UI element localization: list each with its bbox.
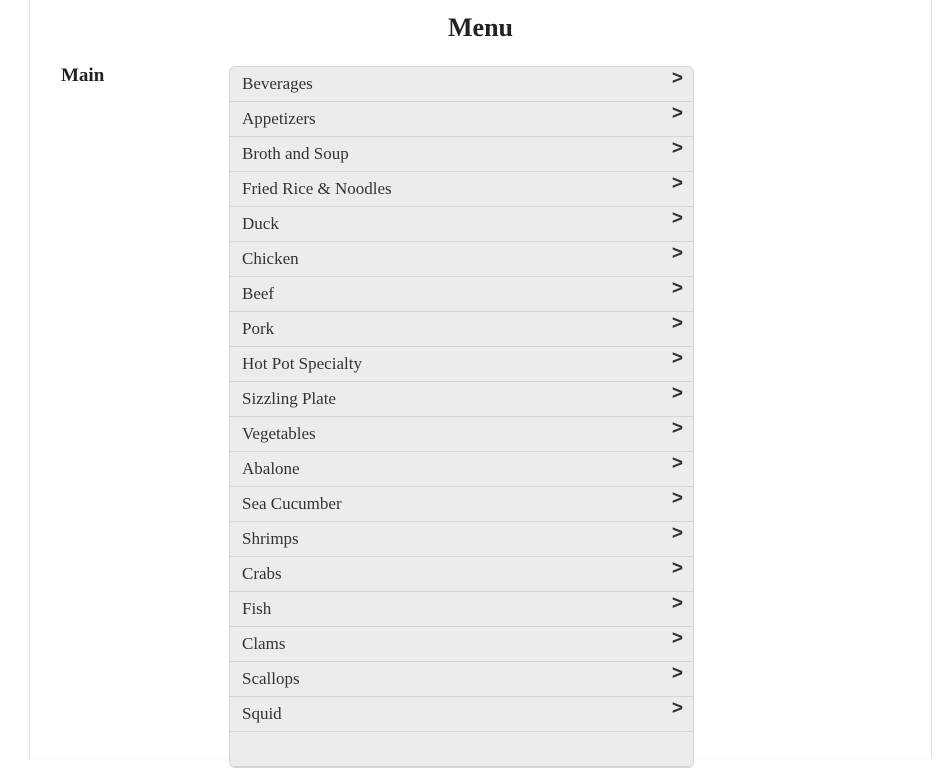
menu-item-vegetables[interactable] xyxy=(230,417,693,452)
menu-item-hot-pot-specialty[interactable] xyxy=(230,347,693,382)
menu-item-label: Beef xyxy=(242,284,275,303)
chevron-right-icon: > xyxy=(671,278,683,299)
chevron-right-icon: > xyxy=(671,383,683,404)
menu-item-label: Hot Pot Specialty xyxy=(242,354,362,373)
menu-item-label: Appetizers xyxy=(242,109,316,128)
chevron-right-icon: > xyxy=(671,418,683,439)
chevron-right-icon: > xyxy=(671,208,683,229)
menu-item-chicken[interactable] xyxy=(230,242,693,277)
menu-item-sea-cucumber[interactable] xyxy=(230,487,693,522)
menu-item-appetizers[interactable] xyxy=(230,102,693,137)
chevron-right-icon: > xyxy=(671,173,683,194)
menu-item-crabs[interactable] xyxy=(230,557,693,592)
chevron-right-icon: > xyxy=(671,138,683,159)
menu-item-pork[interactable] xyxy=(230,312,693,347)
chevron-right-icon: > xyxy=(671,103,683,124)
chevron-right-icon: > xyxy=(671,313,683,334)
menu-item-beverages[interactable] xyxy=(230,67,693,102)
chevron-right-icon: > xyxy=(671,628,683,649)
menu-item-beef[interactable] xyxy=(230,277,693,312)
menu-item-label: Scallops xyxy=(242,669,300,688)
chevron-right-icon: > xyxy=(671,488,683,509)
menu-item-label: Fish xyxy=(242,599,272,618)
menu-item-label: Duck xyxy=(242,214,279,233)
menu-item-label: Chicken xyxy=(242,249,299,268)
menu-item-fish[interactable] xyxy=(230,592,693,627)
menu-item-label: Vegetables xyxy=(242,424,316,443)
menu-category-list xyxy=(229,66,694,768)
menu-item-label: Pork xyxy=(242,319,275,338)
menu-item-label: Fried Rice & Noodles xyxy=(242,179,392,198)
page-title: Menu xyxy=(448,13,513,42)
menu-item-label: Broth and Soup xyxy=(242,144,349,163)
menu-item-label: Sea Cucumber xyxy=(242,494,342,513)
menu-item-broth-and-soup[interactable] xyxy=(230,137,693,172)
menu-item-label: Beverages xyxy=(242,74,313,93)
menu-item-label: Squid xyxy=(242,704,282,723)
menu-item-fried-rice-noodles[interactable] xyxy=(230,172,693,207)
menu-item-scallops[interactable] xyxy=(230,662,693,697)
section-label-main: Main xyxy=(61,65,105,86)
menu-item-label: Abalone xyxy=(242,459,300,478)
menu-item-duck[interactable] xyxy=(230,207,693,242)
menu-item-abalone[interactable] xyxy=(230,452,693,487)
chevron-right-icon: > xyxy=(671,68,683,89)
menu-item-label: Sizzling Plate xyxy=(242,389,336,408)
chevron-right-icon: > xyxy=(671,558,683,579)
menu-item-label: Crabs xyxy=(242,564,282,583)
page-container xyxy=(29,0,932,758)
chevron-right-icon: > xyxy=(671,663,683,684)
menu-item-label: Clams xyxy=(242,634,286,653)
chevron-right-icon: > xyxy=(671,523,683,544)
menu-item-squid[interactable] xyxy=(230,697,693,732)
chevron-right-icon: > xyxy=(671,453,683,474)
menu-item-shrimps[interactable] xyxy=(230,522,693,557)
chevron-right-icon: > xyxy=(671,348,683,369)
menu-item-clams[interactable] xyxy=(230,627,693,662)
menu-item-sizzling-plate[interactable] xyxy=(230,382,693,417)
chevron-right-icon: > xyxy=(671,698,683,719)
menu-item-label: Shrimps xyxy=(242,529,299,548)
menu-item-next-partial[interactable] xyxy=(230,732,693,767)
chevron-right-icon: > xyxy=(671,243,683,264)
chevron-right-icon: > xyxy=(671,593,683,614)
